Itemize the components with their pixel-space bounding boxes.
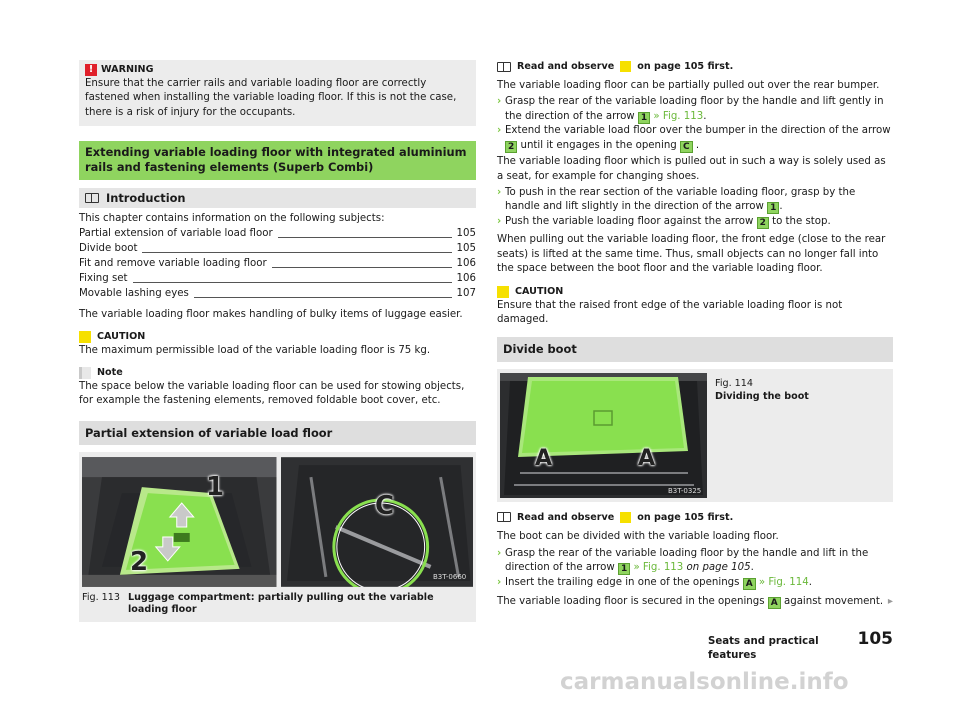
page-footer (708, 627, 893, 664)
figure-113-text: Luggage compartment: partially pulling out the variable loading floor (128, 591, 434, 616)
read-observe-text: Read and observe (517, 511, 615, 523)
toc-list (79, 227, 476, 302)
callout-badge: A (768, 597, 781, 609)
paragraph: The variable loading floor can be partially pulled out over the rear bumper. (497, 79, 880, 91)
instruction-step (497, 186, 893, 215)
step-text: until it engages in the opening (520, 139, 677, 151)
partial-heading: Partial extension of variable load floor (79, 421, 476, 445)
warning-box (79, 60, 476, 126)
toc-leader (278, 237, 452, 238)
toc-page: 106 (456, 273, 476, 285)
figure-114-caption (715, 373, 809, 498)
read-observe-line (497, 60, 893, 74)
figure-link[interactable]: » Fig. 113 (633, 562, 684, 574)
toc-item[interactable] (79, 227, 476, 242)
read-observe-line (497, 511, 893, 525)
note-icon (79, 367, 91, 379)
note-title: Note (97, 367, 123, 379)
step-end: to the stop. (772, 215, 831, 227)
divided-boot-image (500, 373, 707, 498)
note-text: The space below the variable loading floor can be used for stowing objects, for example the fastening elements, removed foldable boot cover, etc. (79, 380, 465, 407)
warning-ref-icon[interactable] (620, 61, 631, 72)
caution-icon (79, 331, 91, 343)
callout-badge: 1 (618, 563, 630, 575)
paragraph-text: against movement. (783, 596, 884, 608)
read-observe-page: on page 105 first. (637, 61, 734, 72)
toc-page: 107 (456, 288, 476, 300)
step-text: Insert the trailing edge in one of the openings (505, 576, 740, 588)
figure-114-image-wrap (500, 373, 707, 498)
caution-text: The maximum permissible load of the variable loading floor is 75 kg. (79, 344, 431, 356)
toc-label: Divide boot (79, 243, 138, 255)
continue-arrow-icon: ▸ (887, 596, 893, 608)
page-ref: on page 105 (686, 562, 751, 574)
marker-a-right: A (638, 445, 656, 471)
callout-badge: 2 (505, 141, 517, 153)
step-arrow-icon: › (497, 547, 502, 559)
boot-floor-image (82, 457, 277, 587)
toc-leader (133, 282, 452, 283)
step-text: To push in the rear section of the variable loading floor, grasp by the handle and lift slightly in the direction of the arrow (505, 187, 856, 213)
figure-113-label: Fig. 113 (82, 591, 120, 603)
caution-title: CAUTION (97, 331, 146, 342)
intro-heading-label: Introduction (106, 190, 186, 205)
step-text: Grasp the rear of the variable loading floor by the handle and lift gently in the direction of the arrow (505, 96, 884, 122)
book-icon (497, 62, 511, 72)
figure-114-text: Dividing the boot (715, 390, 809, 402)
instruction-step (497, 124, 893, 153)
toc-item[interactable] (79, 287, 476, 302)
figure-113 (79, 452, 476, 622)
figure-113-caption (82, 592, 473, 617)
read-observe-text: Read and observe (517, 61, 615, 72)
step-end: . (808, 576, 812, 588)
warning-text: Ensure that the carrier rails and variable loading floor are correctly fastened when installing the variable loading floor. If this is not the case, there is a risk of injury for the occupants. (85, 77, 457, 118)
figure-link[interactable]: » Fig. 114 (758, 576, 809, 588)
image-code: B3T-0660 (433, 572, 467, 581)
intro-heading (79, 188, 476, 208)
footer-title: Seats and practical features (708, 636, 819, 662)
step-end: . (779, 201, 783, 213)
toc-leader (194, 297, 452, 298)
step-text: Push the variable loading floor against the arrow (505, 215, 754, 227)
step-end: . (703, 110, 707, 122)
marker-a-left: A (535, 445, 553, 471)
figure-114 (497, 369, 893, 502)
step-arrow-icon: › (497, 187, 502, 198)
callout-badge: 1 (638, 112, 650, 124)
step-text: Extend the variable load floor over the bumper in the direction of the arrow (505, 125, 891, 137)
book-icon (85, 193, 99, 203)
caution-title: CAUTION (515, 285, 564, 297)
warning-icon: ! (85, 64, 97, 76)
toc-item[interactable] (79, 272, 476, 287)
toc-label: Fit and remove variable loading floor (79, 258, 267, 270)
toc-page: 105 (456, 243, 476, 255)
warning-title: WARNING (101, 64, 154, 75)
left-column (79, 60, 476, 622)
toc-page: 105 (456, 228, 476, 240)
toc-leader (142, 252, 451, 253)
warning-header (85, 63, 470, 77)
caution-header (497, 285, 893, 299)
callout-badge: 2 (757, 217, 769, 229)
toc-leader (272, 267, 452, 268)
instruction-step (497, 95, 893, 124)
paragraph-text: The variable loading floor is secured in the openings (497, 596, 765, 608)
note-header (79, 366, 476, 380)
figure-114-label: Fig. 114 (715, 377, 753, 389)
right-column (497, 60, 893, 610)
marker-2: 2 (130, 546, 149, 577)
read-observe-page: on page 105 first. (637, 511, 734, 523)
paragraph (497, 595, 893, 609)
caution-icon (497, 286, 509, 298)
callout-badge: 1 (767, 202, 779, 214)
callout-badge: C (680, 141, 693, 153)
caution-header (79, 330, 476, 344)
toc-item[interactable] (79, 257, 476, 272)
intro-lead: This chapter contains information on the following subjects: (79, 213, 385, 225)
paragraph: When pulling out the variable loading floor, the front edge (close to the rear seats) is lifted at the same time. Thus, small objects can no longer fall into the space between the boot floor and the variable loading floor. (497, 234, 886, 275)
book-icon (497, 512, 511, 522)
toc-item[interactable] (79, 242, 476, 257)
step-end: . (750, 562, 754, 574)
paragraph: The variable loading floor which is pulled out in such a way is solely used as a seat, for example for changing shoes. (497, 156, 886, 182)
step-text: Grasp the rear of the variable loading floor by the handle and lift in the direction of the arrow (505, 547, 869, 574)
figure-link[interactable]: » Fig. 113 (653, 110, 704, 122)
toc-page: 106 (456, 258, 476, 270)
step-arrow-icon: › (497, 125, 502, 137)
divide-heading: Divide boot (497, 337, 893, 361)
step-arrow-icon: › (497, 96, 502, 108)
page-number: 105 (857, 629, 893, 649)
toc-label: Movable lashing eyes (79, 288, 189, 300)
watermark: carmanualsonline.info (560, 669, 849, 695)
step-end: . (695, 139, 700, 151)
image-code: B3T-0325 (668, 486, 702, 495)
toc-label: Fixing set (79, 273, 128, 285)
section-title: Extending variable loading floor with integrated aluminium rails and fastening elements (Superb Combi) (79, 141, 476, 180)
instruction-step (497, 576, 893, 590)
paragraph: The boot can be divided with the variable loading floor. (497, 531, 779, 543)
callout-badge: A (743, 578, 756, 590)
marker-c: C (375, 490, 395, 521)
warning-ref-icon[interactable] (620, 512, 631, 523)
marker-1: 1 (206, 471, 225, 502)
step-arrow-icon: › (497, 215, 502, 227)
instruction-step (497, 547, 893, 576)
step-arrow-icon: › (497, 576, 502, 588)
intro-summary: The variable loading floor makes handling of bulky items of luggage easier. (79, 308, 463, 320)
instruction-step (497, 215, 893, 229)
caution-text: Ensure that the raised front edge of the variable loading floor is not damaged. (497, 299, 843, 325)
toc-label: Partial extension of variable load floor (79, 228, 273, 240)
